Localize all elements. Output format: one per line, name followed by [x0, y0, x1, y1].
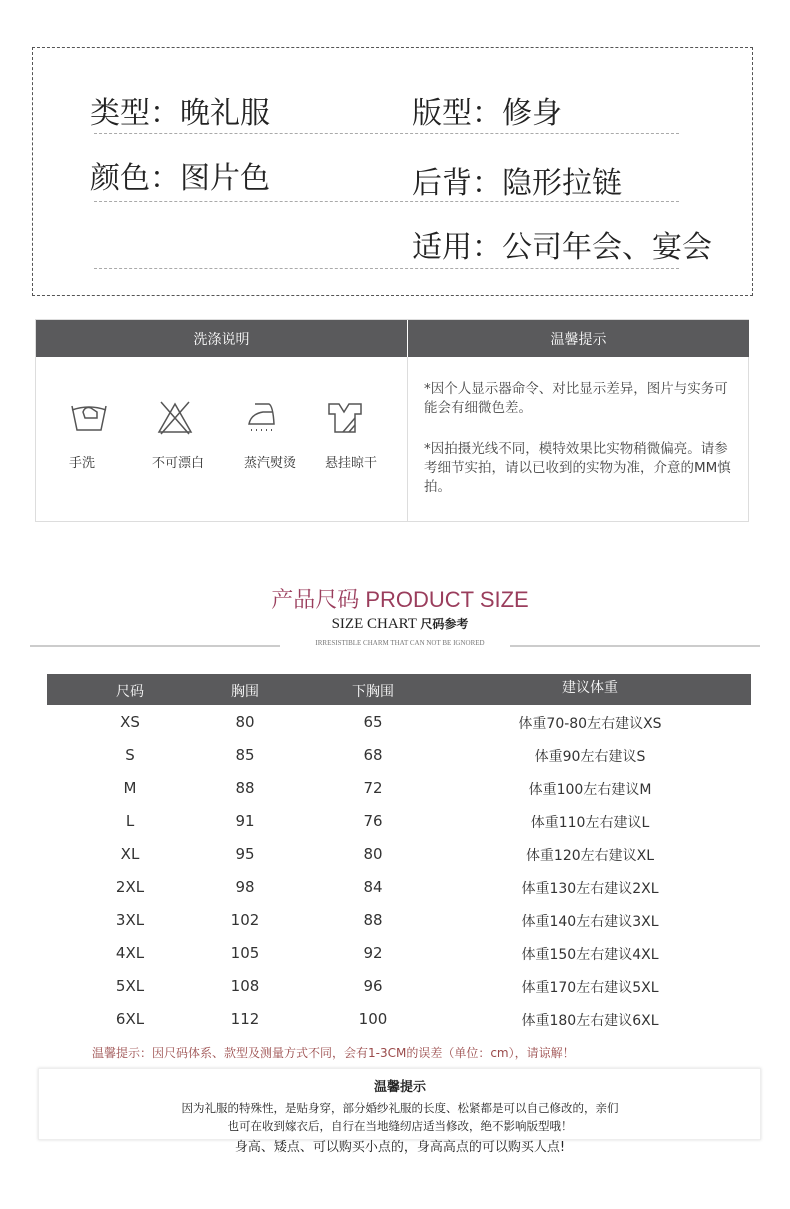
cell-underbust: 65	[363, 713, 383, 731]
spec-back: 后背：隐形拉链	[412, 166, 622, 201]
cell-underbust: 68	[363, 746, 383, 764]
cell-size: L	[125, 812, 135, 830]
tip-box-line: 身高、矮点、可以购买小点的，身高高点的可以购买人点!	[234, 1140, 566, 1155]
size-tagline: IRRESISTIBLE CHARM THAT CAN NOT BE IGNORED	[315, 639, 485, 647]
cell-underbust: 80	[363, 845, 383, 863]
spec-usage: 适用：公司年会、宴会	[412, 230, 712, 265]
cell-underbust: 72	[363, 779, 383, 797]
cell-underbust: 92	[363, 944, 383, 962]
tip-box-line: 也可在收到嫁衣后，自行在当地缝纫店适当修改，绝不影响版型哦！	[227, 1119, 573, 1133]
cell-underbust: 96	[363, 977, 383, 995]
cell-size: M	[123, 779, 137, 797]
cell-weight: 体重170左右建议5XL	[521, 980, 659, 996]
notice-header: 温馨提示	[408, 320, 749, 357]
care-label: 不可漂白	[151, 456, 204, 471]
care-label: 手洗	[68, 456, 95, 471]
table-row	[47, 806, 751, 839]
divider	[510, 645, 760, 647]
cell-bust: 105	[230, 944, 260, 962]
cell-size: XL	[120, 845, 140, 863]
cell-weight: 体重150左右建议4XL	[521, 947, 659, 963]
table-row	[47, 872, 751, 905]
cell-bust: 91	[235, 812, 255, 830]
cell-weight: 体重110左右建议L	[530, 815, 650, 831]
divider	[94, 268, 679, 269]
cell-bust: 88	[235, 779, 255, 797]
cell-bust: 102	[230, 911, 260, 929]
spec-fit: 版型：修身	[412, 96, 562, 131]
notice-tip: *因拍摄光线不同，模特效果比实物稍微偏亮。请参考细节实拍，请以已收到的实物为准，介意的MM慎拍。	[424, 441, 731, 495]
cell-weight: 体重130左右建议2XL	[521, 881, 659, 897]
spec-color: 颜色：图片色	[90, 161, 270, 196]
hang-dry-icon	[320, 398, 370, 438]
cell-weight: 体重100左右建议M	[528, 782, 652, 798]
cell-size: 5XL	[115, 977, 145, 995]
cell-size: XS	[120, 713, 140, 731]
size-warning: 温馨提示：因尺码体系、款型及测量方式不同，会有1-3CM的误差（单位：cm），请谅解！	[92, 1046, 575, 1060]
tip-box-line: 因为礼服的特殊性，是贴身穿，部分婚纱礼服的长度、松紧都是可以自己修改的，亲们	[181, 1101, 619, 1115]
header-size: 尺码	[116, 684, 144, 700]
cell-weight: 体重70-80左右建议XS	[518, 716, 662, 732]
cell-weight: 体重180左右建议6XL	[521, 1013, 659, 1029]
size-chart-subtitle: SIZE CHART 尺码参考	[331, 616, 469, 632]
size-table-header	[47, 674, 751, 705]
table-row	[47, 707, 751, 740]
cell-size: 2XL	[115, 878, 145, 896]
table-row	[47, 938, 751, 971]
steam-iron-icon	[240, 398, 290, 438]
cell-bust: 108	[230, 977, 260, 995]
cell-bust: 98	[235, 878, 255, 896]
cell-bust: 80	[235, 713, 255, 731]
divider	[94, 133, 679, 134]
divider	[407, 357, 408, 522]
care-label: 悬挂晾干	[324, 456, 377, 471]
size-section-title: 产品尺码 PRODUCT SIZE	[271, 587, 529, 612]
cell-size: S	[125, 746, 135, 764]
table-row	[47, 839, 751, 872]
cell-bust: 112	[230, 1010, 260, 1028]
cell-underbust: 88	[363, 911, 383, 929]
cell-underbust: 76	[363, 812, 383, 830]
cell-weight: 体重140左右建议3XL	[521, 914, 659, 930]
header-bust: 胸围	[231, 684, 259, 700]
no-bleach-icon	[150, 398, 200, 438]
care-header: 洗涤说明	[36, 320, 407, 357]
cell-size: 6XL	[115, 1010, 145, 1028]
hand-wash-icon	[64, 398, 114, 438]
notice-tip: *因个人显示器命令、对比显示差异，图片与实务可能会有细微色差。	[424, 381, 728, 416]
tip-box-title: 温馨提示	[373, 1080, 426, 1095]
table-row	[47, 905, 751, 938]
cell-weight: 体重120左右建议XL	[525, 848, 655, 864]
cell-weight: 体重90左右建议S	[534, 749, 646, 765]
divider	[94, 201, 679, 202]
cell-underbust: 100	[358, 1010, 388, 1028]
table-row	[47, 740, 751, 773]
cell-bust: 85	[235, 746, 255, 764]
cell-underbust: 84	[363, 878, 383, 896]
care-label: 蒸汽熨烫	[243, 456, 296, 471]
header-underbust: 下胸围	[352, 684, 394, 700]
spec-type: 类型：晚礼服	[90, 96, 270, 131]
table-row	[47, 971, 751, 1004]
cell-size: 3XL	[115, 911, 145, 929]
table-row	[47, 1004, 751, 1037]
table-row	[47, 773, 751, 806]
header-weight: 建议体重	[562, 680, 618, 696]
cell-size: 4XL	[115, 944, 145, 962]
cell-bust: 95	[235, 845, 255, 863]
